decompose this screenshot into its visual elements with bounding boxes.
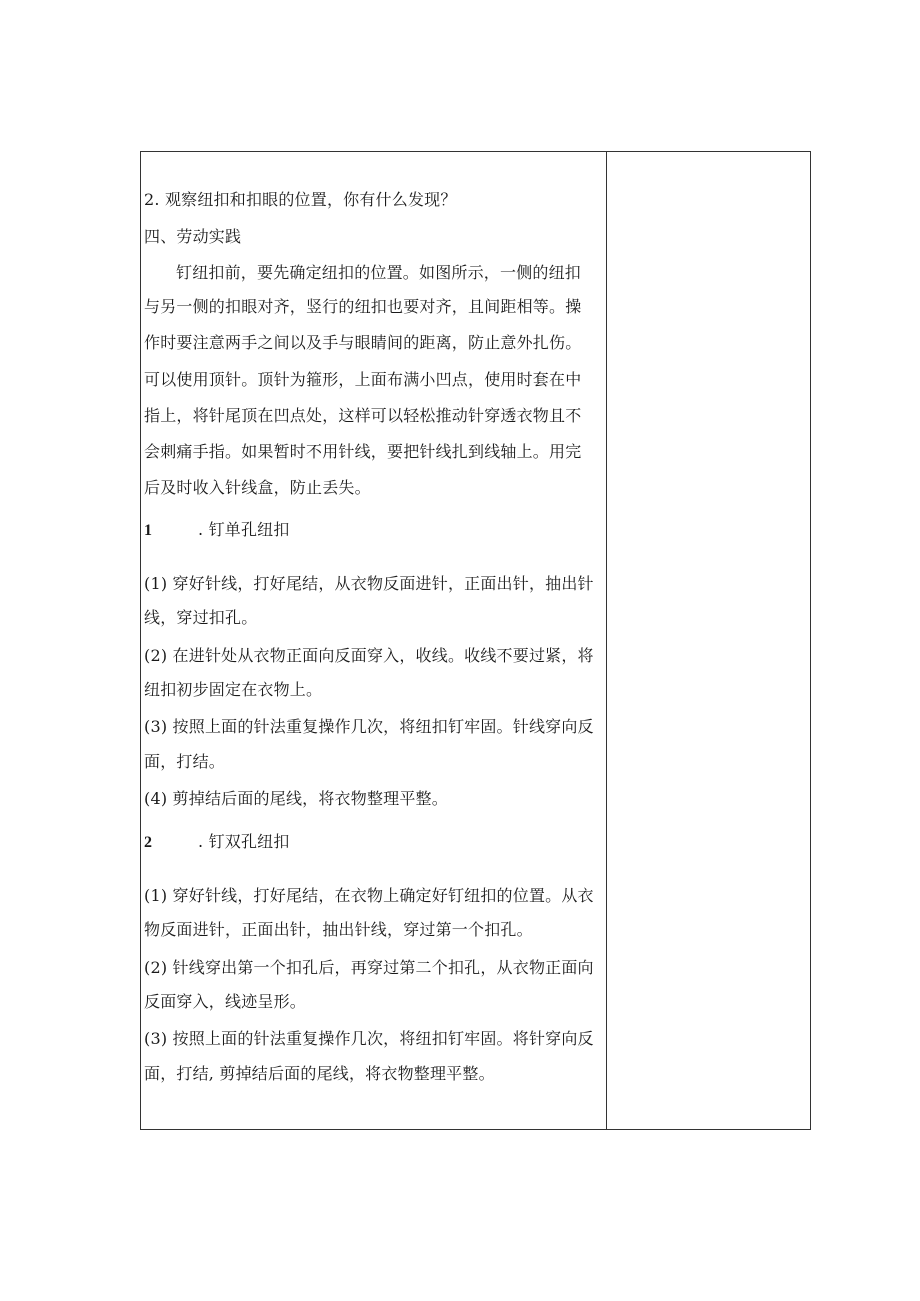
step-line: 反面穿入，线迹呈形。 (144, 992, 307, 1011)
step-line: 纽扣初步固定在衣物上。 (144, 680, 323, 699)
step-line: (3) 按照上面的针法重复操作几次，将纽扣钉牢固。针线穿向反 (144, 717, 594, 736)
subsection-number: 2 (144, 834, 153, 851)
subsection-heading-double-hole (144, 832, 290, 853)
left-cell (144, 152, 604, 1129)
question-line: 2. 观察纽扣和扣眼的位置，你有什么发现？ (144, 190, 457, 209)
paragraph-line: 会刺痛手指。如果暂时不用针线，要把针线扎到线轴上。用完 (144, 442, 582, 461)
subsection-number: 1 (144, 522, 153, 539)
right-cell-empty (608, 152, 810, 1129)
paragraph-line: 作时要注意两手之间以及手与眼睛间的距离，防止意外扎伤。 (144, 333, 582, 352)
step-line: 面，打结, 剪掉结后面的尾线，将衣物整理平整。 (144, 1064, 495, 1083)
step-line: (2) 在进针处从衣物正面向反面穿入，收线。收线不要过紧，将 (144, 646, 594, 665)
section-heading-labor-practice: 四、劳动实践 (144, 227, 242, 246)
paragraph-line: 指上，将针尾顶在凹点处，这样可以轻松推动针穿透衣物且不 (144, 406, 582, 425)
paragraph-line: 与另一侧的扣眼对齐，竖行的纽扣也要对齐，且间距相等。操 (144, 297, 582, 316)
step-line: (2) 针线穿出第一个扣孔后，再穿过第二个扣孔，从衣物正面向 (144, 958, 594, 977)
step-line: (1) 穿好针线，打好尾结，在衣物上确定好钉纽扣的位置。从衣 (144, 886, 594, 905)
paragraph-line: 钉纽扣前，要先确定纽扣的位置。如图所示，一侧的纽扣 (176, 263, 582, 282)
paragraph-line: 可以使用顶针。顶针为箍形，上面布满小凹点，使用时套在中 (144, 370, 582, 389)
content-table (140, 151, 811, 1130)
paragraph-line: 后及时收入针线盒，防止丢失。 (144, 478, 371, 497)
step-line: 物反面进针，正面出针，抽出针线，穿过第一个扣孔。 (144, 920, 533, 939)
step-line: (1) 穿好针线，打好尾结，从衣物反面进针，正面出针，抽出针 (144, 574, 594, 593)
column-divider (606, 152, 607, 1129)
step-line: (3) 按照上面的针法重复操作几次，将纽扣钉牢固。将针穿向反 (144, 1029, 594, 1048)
subsection-heading-single-hole (144, 520, 290, 541)
subsection-title: . 钉单孔纽扣 (198, 520, 290, 539)
step-line: 面，打结。 (144, 752, 226, 771)
subsection-title: . 钉双孔纽扣 (198, 832, 290, 851)
step-line: (4) 剪掉结后面的尾线，将衣物整理平整。 (144, 789, 448, 808)
step-line: 线，穿过扣孔。 (144, 608, 258, 627)
